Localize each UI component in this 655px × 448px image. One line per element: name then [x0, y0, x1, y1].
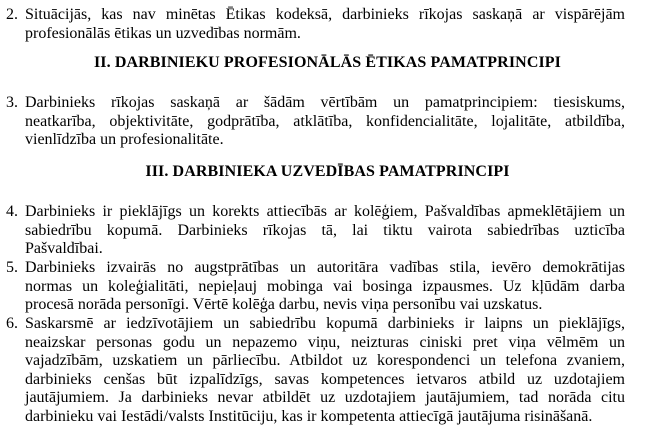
item-text	[25, 6, 625, 43]
text-line: jautājumiem. Ja darbinieks nevar atbildēt uz uzdotajiem jautājumiem, tad norāda citu	[25, 389, 625, 407]
text-line: neatkarība, objektivitāte, godprātība, atklātība, konfidencialitāte, lojalitāte, atbildība,	[25, 112, 625, 130]
text-line: neaizskar personas godu un nepazemo viņu, neizturas ciniski pret viņa vēlmēm un	[25, 333, 625, 351]
text-line: Darbinieks rīkojas saskaņā ar šādām vērtībām un pamatprincipiem: tiesiskums,	[25, 94, 625, 111]
text-line: darbinieks cenšas būt izpalīdzīgs, savas kompetences ietvaros atbild uz uzdotajiem	[25, 370, 625, 388]
text-line: profesionālās ētikas un uzvedības normām.	[25, 24, 301, 42]
item-number: 4.	[6, 203, 18, 220]
text-line: Pašvaldībai.	[25, 240, 103, 258]
item-text	[25, 203, 625, 259]
item-number: 6.	[6, 315, 18, 332]
text-line: darbinieku vai Iestādi/valsts Institūciju, kas ir kompetenta attiecīgā jautājuma risināšanā.	[25, 407, 593, 425]
item-number: 3.	[6, 94, 18, 111]
section-heading-ii: II. DARBINIEKU PROFESIONĀLĀS ĒTIKAS PAMATPRINCIPI	[93, 54, 562, 71]
item-number: 2.	[6, 6, 18, 23]
item-text	[25, 94, 625, 150]
text-line: vienlīdzība un profesionalitāte.	[25, 131, 224, 149]
text-line: normas un koleģialitāti, nepieļauj mobinga vai bosinga izpausmes. Uz kļūdām darba	[25, 277, 625, 295]
section-heading-iii: III. DARBINIEKA UZVEDĪBAS PAMATPRINCIPI	[145, 163, 510, 180]
text-line: Darbinieks izvairās no augstprātības un autoritāra vadības stila, ievēro demokrātijas	[25, 259, 625, 276]
item-text	[25, 259, 625, 315]
item-number: 5.	[6, 259, 18, 276]
text-line: Darbinieks ir pieklājīgs un korekts attiecībās ar kolēģiem, Pašvaldības apmeklētājiem un	[25, 203, 625, 220]
text-line: sabiedrību kopumā. Darbinieks rīkojas tā, lai tiktu vairota sabiedrības uzticība	[25, 221, 625, 239]
text-line: Saskarsmē ar iedzīvotājiem un sabiedrību kopumā darbinieks ir laipns un pieklājīgs,	[25, 315, 625, 332]
text-line: vajadzībām, uzskatiem un pārliecību. Atbildot uz korespondenci un telefona zvaniem,	[25, 352, 625, 370]
text-line: Situācijās, kas nav minētas Ētikas kodeksā, darbinieks rīkojas saskaņā ar vispārējām	[25, 6, 625, 23]
item-text	[25, 315, 625, 427]
text-line: procesā norāda personīgi. Vērtē kolēģa darbu, nevis viņa personību vai uzskatus.	[25, 296, 543, 314]
